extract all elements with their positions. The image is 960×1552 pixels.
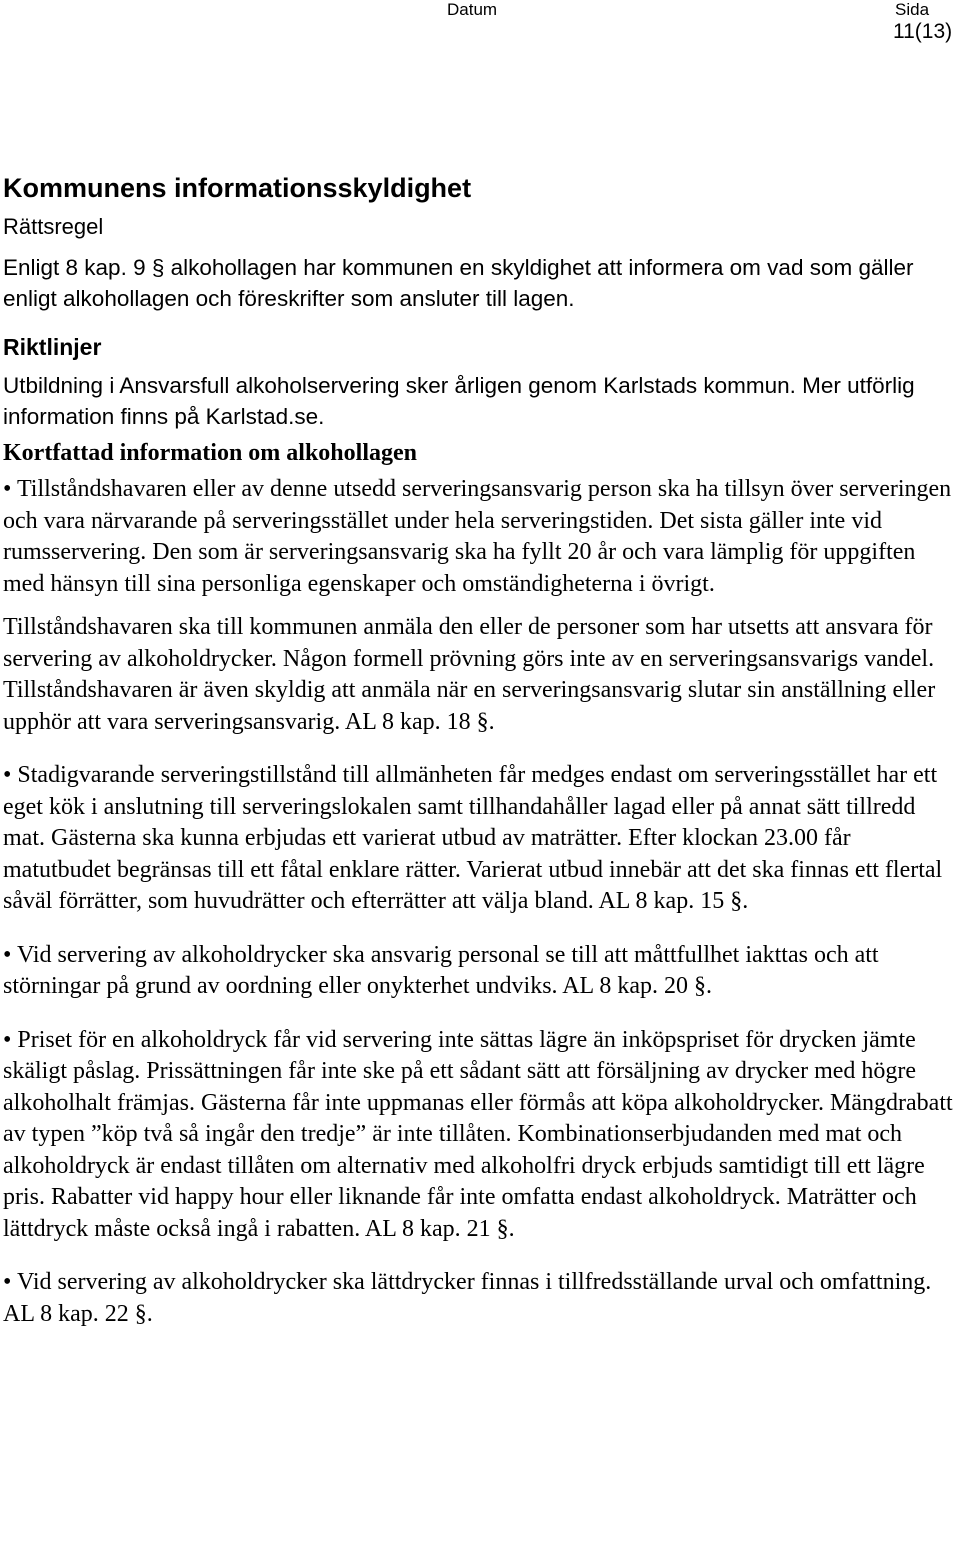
paragraph-moderation: • Vid servering av alkoholdrycker ska ansvarig personal se till att måttfullhet iakttas och att störningar på grund av oordning eller onykterhet undviks. AL 8 kap. 20 §. [3,941,879,999]
rule-text: Enligt 8 kap. 9 § alkohollagen har kommunen en skyldighet att informera om vad som gäller enligt alkohollagen och föreskrifter som ansluter till lagen. [3,255,914,311]
guidelines-text: Utbildning i Ansvarsfull alkoholservering sker årligen genom Karlstads kommun. Mer utförlig information finns på Karlstad.se. [3,373,915,429]
paragraph-pricing: • Priset för en alkoholdryck får vid servering inte sättas lägre än inköpspriset för drycken jämte skäligt påslag. Prissättningen får inte ske på ett sådant sätt att försäljning av drycker med högre alkoholhalt främjas. Gästerna får inte uppmanas eller förmås att köpa alkoholdrycker. Mängdrabatt av typen ”köp två så ingår den tredje” är inte tillåten. Kombinationserbjudanden med mat och alkoholdryck är endast tillåten om alternativ med alkoholfri dryck erbjuds samtidigt till ett lägre pris. Rabatter vid happy hour eller liknande får inte omfatta endast alkoholdryck. Maträtter och lättdryck måste också ingå i rabatten. AL 8 kap. 21 §. [3,1026,953,1242]
rule-label: Rättsregel [3,214,104,239]
paragraph-serving-supervision: • Tillståndshavaren eller av denne utsedd serveringsansvarig person ska ha tillsyn över serveringen och vara närvarande på serveringsstället under hela serveringstiden. Det sista gäller inte vid rumsservering. Den som är serveringsansvarig ska ha fyllt 20 år och vara lämplig för uppgiften med hänsyn till sina personliga egenskaper och omständigheterna i övrigt. [3,476,952,597]
paragraph-kitchen-requirement: • Stadigvarande serveringstillstånd till allmänheten får medges endast om serveringsstället har ett eget kök i anslutning till serveringslokalen samt tillhandahåller lagad eller på annat sätt tillredd mat. Gästerna ska kunna erbjudas ett varierat utbud av maträtter. Efter klockan 23.00 får matutbudet begränsas till ett fåtal enklare rätter. Varierat utbud innebär att det ska finnas ett flertal såväl förrätter, som huvudrätter och efterrätter att välja bland. AL 8 kap. 15 §. [3,762,943,914]
header-page-number: 11(13) [893,20,953,43]
section-title: Kommunens informationsskyldighet [3,173,472,203]
summary-heading: Kortfattad information om alkohollagen [3,440,417,466]
paragraph-soft-drinks: • Vid servering av alkoholdrycker ska lättdrycker finnas i tillfredsställande urval och omfattning. AL 8 kap. 22 §. [3,1269,932,1327]
header-date-label: Datum [447,0,498,19]
guidelines-heading: Riktlinjer [3,334,102,360]
paragraph-notification-duty: Tillståndshavaren ska till kommunen anmäla den eller de personer som har utsetts att ansvara för servering av alkoholdrycker. Någon formell prövning görs inte av en serveringsansvarigs vandel. Tillståndshavaren är även skyldig att anmäla när en serveringsansvarig slutar sin anställning eller upphör att vara serveringsansvarig. AL 8 kap. 18 §. [3,614,936,735]
header-page-label: Sida [895,0,930,19]
document-body [3,170,953,1330]
